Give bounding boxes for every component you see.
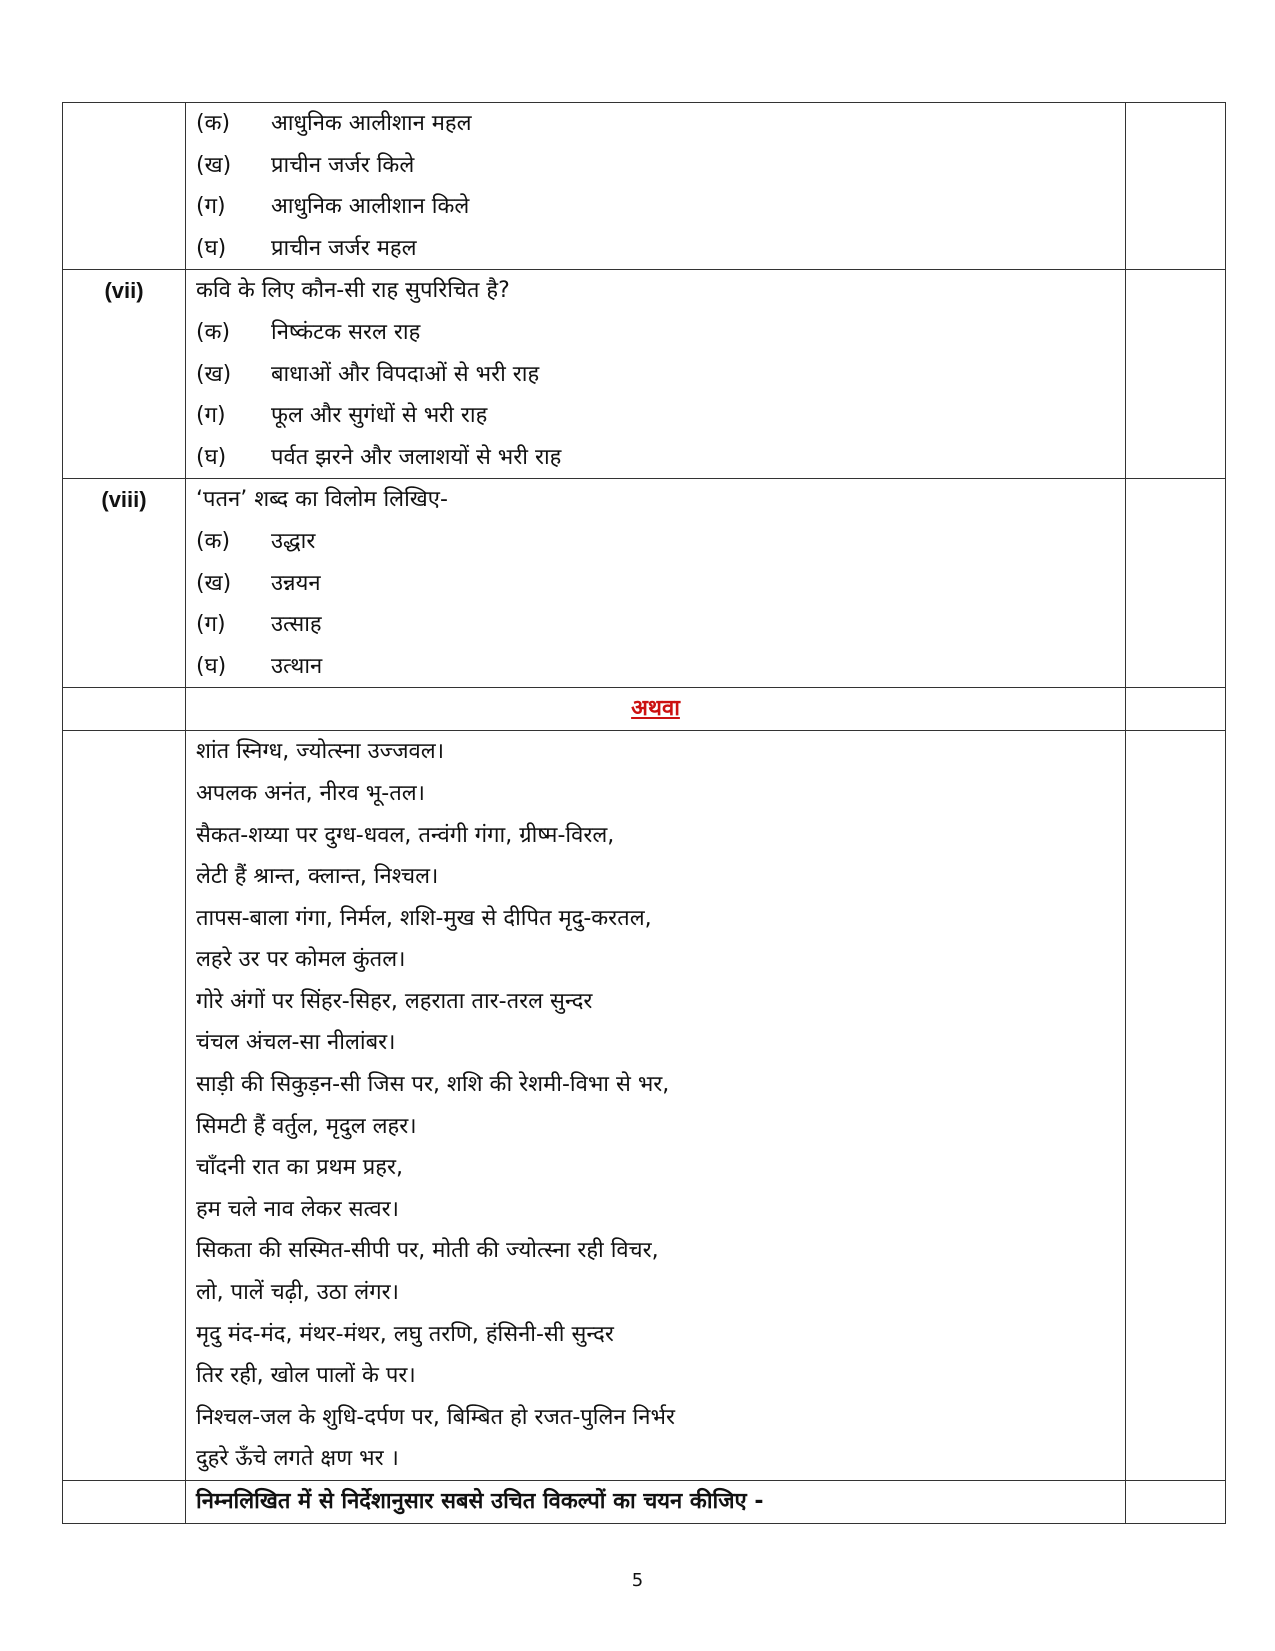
- question-number-cell: [63, 270, 186, 479]
- question-number-cell: [63, 479, 186, 688]
- question-content-cell: [186, 479, 1126, 688]
- option-label: (घ): [196, 444, 227, 470]
- instruction-cell: [186, 1481, 1126, 1524]
- option-text: उत्थान: [271, 653, 323, 679]
- athava-cell: [186, 688, 1126, 731]
- option-ga: [186, 186, 1125, 228]
- page-number: 5: [631, 1570, 644, 1591]
- poem-line: लहरे उर पर कोमल कुंतल।: [196, 947, 406, 973]
- question-text: कवि के लिए कौन-सी राह सुपरिचित है?: [196, 278, 510, 304]
- marks-cell: [1126, 103, 1226, 270]
- marks-cell: [1126, 688, 1226, 731]
- option-label: (क): [196, 528, 231, 554]
- marks-cell: [1126, 731, 1226, 1481]
- option-text: आधुनिक आलीशान किले: [271, 194, 470, 220]
- question-number-cell: [63, 731, 186, 1481]
- option-text: उद्धार: [271, 528, 316, 554]
- option-label: (ख): [196, 152, 232, 178]
- option-ga: [186, 604, 1125, 646]
- question-table: [62, 102, 1226, 1524]
- option-label: (ग): [196, 403, 226, 429]
- option-text: उन्नयन: [271, 570, 321, 596]
- marks-cell: [1126, 479, 1226, 688]
- option-label: (ग): [196, 194, 226, 220]
- question-row-continued: [63, 103, 1226, 270]
- option-gha: [186, 228, 1125, 270]
- option-label: (घ): [196, 235, 227, 261]
- marks-cell: [1126, 1481, 1226, 1524]
- question-number-cell: [63, 103, 186, 270]
- option-label: (क): [196, 319, 231, 345]
- poem-line: निश्चल-जल के शुधि-दर्पण पर, बिम्बित हो रजत-पुलिन निर्भर: [196, 1404, 675, 1430]
- athava-row: [63, 688, 1226, 731]
- question-row-viii: [63, 479, 1226, 688]
- option-label: (ग): [196, 612, 226, 638]
- option-kha: [186, 354, 1125, 396]
- option-label: (ख): [196, 570, 232, 596]
- instruction-row: [63, 1481, 1226, 1524]
- option-text: उत्साह: [271, 612, 322, 638]
- option-ga: [186, 395, 1125, 437]
- poem-line: सैकत-शय्या पर दुग्ध-धवल, तन्वंगी गंगा, ग्रीष्म-विरल,: [196, 822, 615, 848]
- athava-heading: अथवा: [631, 696, 680, 722]
- option-kha: [186, 563, 1125, 605]
- question-number: (viii): [101, 487, 147, 513]
- question-number-cell: [63, 688, 186, 731]
- option-gha: [186, 646, 1125, 688]
- poem-row: [63, 731, 1226, 1481]
- question-number: (vii): [104, 278, 144, 304]
- instruction-text: निम्नलिखित में से निर्देशानुसार सबसे उचित विकल्पों का चयन कीजिए -: [196, 1489, 764, 1514]
- poem-line: चाँदनी रात का प्रथम प्रहर,: [196, 1155, 403, 1181]
- option-ka: [186, 103, 1125, 145]
- question-text: ‘पतन’ शब्द का विलोम लिखिए-: [196, 487, 448, 513]
- poem-line: दुहरे ऊँचे लगते क्षण भर ।: [196, 1446, 399, 1472]
- option-kha: [186, 145, 1125, 187]
- option-text: प्राचीन जर्जर महल: [271, 235, 417, 261]
- poem-line: तिर रही, खोल पालों के पर।: [196, 1363, 416, 1389]
- poem-line: अपलक अनंत, नीरव भू-तल।: [196, 780, 425, 806]
- option-text: आधुनिक आलीशान महल: [271, 111, 472, 136]
- poem-line: शांत स्निग्ध, ज्योत्स्ना उज्जवल।: [196, 739, 445, 765]
- question-content-cell: [186, 270, 1126, 479]
- option-text: निष्कंटक सरल राह: [271, 319, 421, 345]
- marks-cell: [1126, 270, 1226, 479]
- option-ka: [186, 521, 1125, 563]
- poem-line: तापस-बाला गंगा, निर्मल, शशि-मुख से दीपित मृदु-करतल,: [196, 905, 652, 931]
- poem-line: चंचल अंचल-सा नीलांबर।: [196, 1030, 396, 1056]
- poem-line: सिकता की सस्मित-सीपी पर, मोती की ज्योत्स्ना रही विचर,: [196, 1238, 659, 1264]
- poem-line: सिमटी हैं वर्तुल, मृदुल लहर।: [196, 1113, 417, 1139]
- poem-line: लो, पालें चढ़ी, उठा लंगर।: [196, 1280, 399, 1306]
- question-row-vii: [63, 270, 1226, 479]
- option-label: (घ): [196, 653, 227, 679]
- poem-line: मृदु मंद-मंद, मंथर-मंथर, लघु तरणि, हंसिनी-सी सुन्दर: [196, 1321, 614, 1347]
- option-gha: [186, 437, 1125, 479]
- poem-cell: [186, 731, 1126, 1481]
- poem-line: साड़ी की सिकुड़न-सी जिस पर, शशि की रेशमी-विभा से भर,: [196, 1072, 670, 1098]
- option-text: बाधाओं और विपदाओं से भरी राह: [271, 361, 540, 387]
- question-number-cell: [63, 1481, 186, 1524]
- question-content-cell: [186, 103, 1126, 270]
- option-text: फूल और सुगंधों से भरी राह: [271, 403, 488, 429]
- option-ka: [186, 312, 1125, 354]
- poem-line: हम चले नाव लेकर सत्वर।: [196, 1196, 399, 1222]
- option-text: प्राचीन जर्जर किले: [271, 152, 415, 178]
- poem-line: लेटी हैं श्रान्त, क्लान्त, निश्चल।: [196, 864, 439, 890]
- option-text: पर्वत झरने और जलाशयों से भरी राह: [271, 444, 562, 470]
- option-label: (ख): [196, 361, 232, 387]
- option-label: (क): [196, 111, 231, 136]
- poem-line: गोरे अंगों पर सिंहर-सिहर, लहराता तार-तरल सुन्दर: [196, 988, 593, 1014]
